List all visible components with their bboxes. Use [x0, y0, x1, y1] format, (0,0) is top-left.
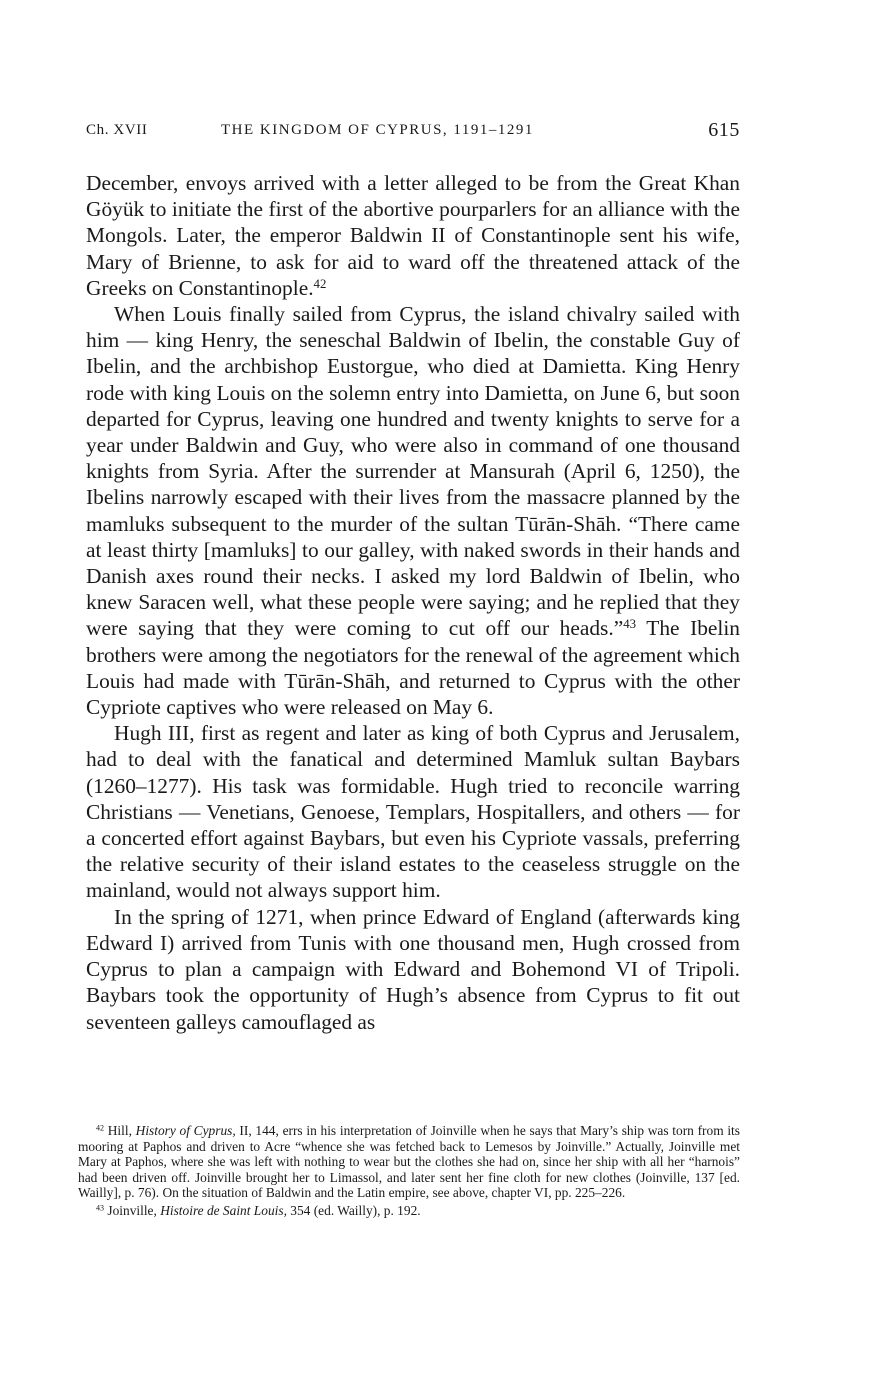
footnote-text: 354 (ed. Wailly), p. 192.	[286, 1202, 421, 1218]
paragraph-3-text: Hugh III, first as regent and later as king of both Cyprus and Jerusalem, had to deal with the fanatical and determined Mamluk sultan Baybars (1260–1277). His task was formidable. Hugh tried to reconcile warring Christians — Venetians, Genoese, Templars, Hospitallers, and others — for a concerted effort against Baybars, but even his Cypriote vassals, preferring the relative security of their island estates to the ceaseless struggle on the mainland, would not always support him.	[86, 721, 740, 903]
footnote-text: II, 144, errs in his interpretation of Joinville when he says that Mary’s ship was torn from its mooring at Paphos and driven to Acre “whence she was fetched back to Lemesos by Joinville.” Actually, Joinville met Mary at Paphos, where she was left with nothing to wear but the clothes she had on, since her ship with all her “harnois” had been driven off. Joinville brought her to Limassol, and later sent her fine cloth for new clothes (Joinville, 137 [ed. Wailly], p. 76). On the situation of Baldwin and the Latin empire, see above, chapter VI, pp. 225–226.	[78, 1123, 740, 1200]
footnote-number: 42	[96, 1123, 105, 1133]
footnotes	[78, 1123, 740, 1218]
note-ref-42: 42	[313, 276, 327, 291]
paragraph-4-text: In the spring of 1271, when prince Edward of England (afterwards king Edward I) arrived from Tunis with one thousand men, Hugh crossed from Cyprus to plan a campaign with Edward and Bohemond VI of Tripoli. Baybars took the opportunity of Hugh’s absence from Cyprus to fit out seventeen galleys camouflaged as	[86, 904, 740, 1034]
note-ref-43: 43	[623, 617, 637, 632]
running-head	[86, 119, 740, 146]
running-title: THE KINGDOM OF CYPRUS, 1191–1291	[221, 122, 534, 138]
paragraph-3	[86, 720, 740, 903]
footnote-42	[78, 1123, 740, 1201]
paragraph-1	[86, 170, 740, 301]
footnote-number: 43	[96, 1203, 105, 1213]
paragraph-1-text: December, envoys arrived with a letter alleged to be from the Great Khan Göyük to initiate the first of the abortive pourparlers for an alliance with the Mongols. Later, the emperor Baldwin II of Constantinople sent his wife, Mary of Brienne, to ask for aid to ward off the threatened attack of the Greeks on Constantinople.	[86, 171, 740, 300]
paragraph-2	[86, 301, 740, 720]
footnote-43	[78, 1203, 740, 1219]
footnote-title: Histoire de Saint Louis,	[160, 1202, 287, 1218]
footnote-text: Hill,	[104, 1123, 136, 1138]
paragraph-2-text-a: When Louis finally sailed from Cyprus, the island chivalry sailed with him — king Henry, the seneschal Baldwin of Ibelin, the constable Guy of Ibelin, and the archbishop Eustorgue, who died at Damietta. King Henry rode with king Louis on the solemn entry into Damietta, on June 6, but soon departed for Cyprus, leaving one hundred and twenty knights to serve for a year under Baldwin and Guy, who were also in command of one thousand knights from Syria. After the surrender at Mansurah (April 6, 1250), the Ibelins narrowly escaped with their lives from the massacre planned by the mamluks subsequent to the murder of the sultan Tūrān-Shāh. “There came at least thirty [mamluks] to our galley, with naked swords in their hands and Danish axes round their necks. I asked my lord Baldwin of Ibelin, who knew Saracen well, what these people were saying; and he replied that they were saying that they were coming to cut off our heads.”	[86, 302, 740, 641]
paragraph-2-text-b: The Ibelin brothers were among the negotiators for the renewal of the agreement which Louis had made with Tūrān-Shāh, and returned to Cyprus with the other Cypriote captives who were released on May 6.	[86, 616, 740, 720]
chapter-label: Ch. XVII	[86, 122, 148, 138]
footnote-text: Joinville,	[104, 1202, 161, 1218]
paragraph-4	[86, 904, 740, 1035]
main-text	[86, 170, 740, 1035]
page-number: 615	[708, 119, 740, 141]
footnote-title: History of Cyprus,	[135, 1123, 236, 1138]
